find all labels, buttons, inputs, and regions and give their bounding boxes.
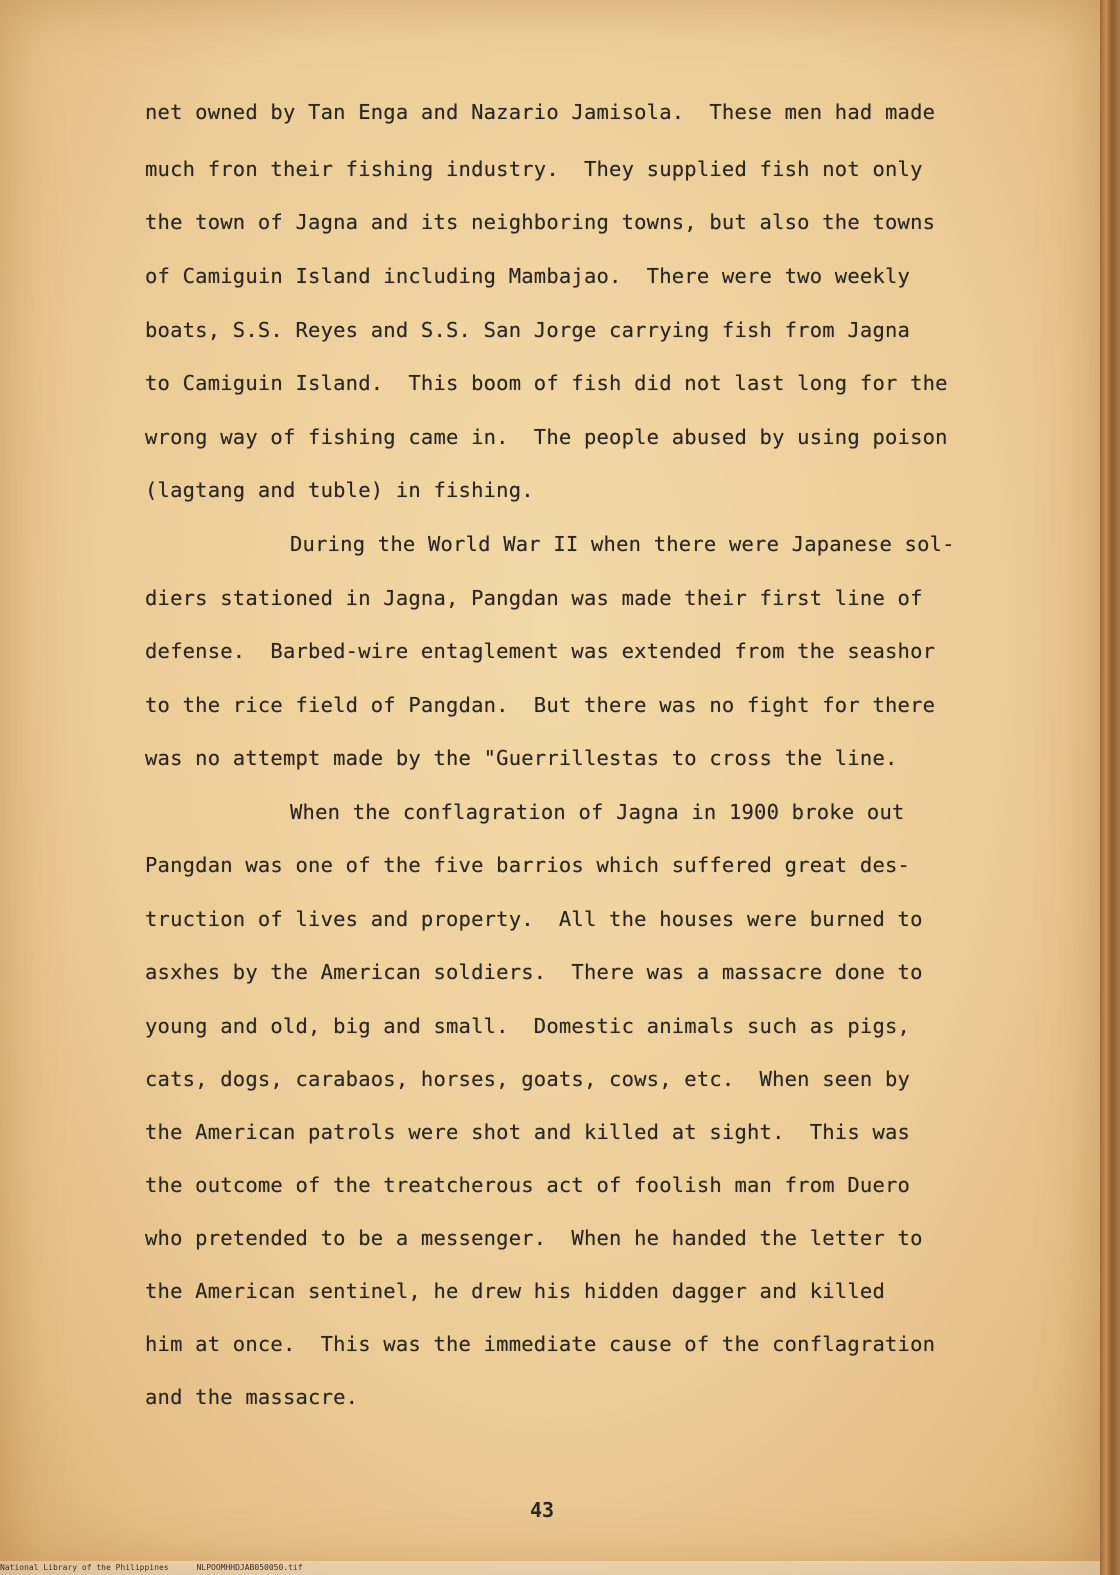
text-line: truction of lives and property. All the houses were burned to	[145, 907, 923, 931]
text-line: (lagtang and tuble) in fishing.	[145, 478, 534, 502]
text-line: Pangdan was one of the five barrios which suffered great des-	[145, 853, 911, 877]
text-line: and the massacre.	[145, 1385, 359, 1409]
text-line: to Camiguin Island. This boom of fish did not last long for the	[145, 371, 948, 395]
page-number: 43	[530, 1498, 555, 1522]
text-line: of Camiguin Island including Mambajao. There were two weekly	[145, 264, 911, 288]
text-line: the American patrols were shot and killed at sight. This was	[145, 1120, 911, 1144]
text-line: the American sentinel, he drew his hidden dagger and killed	[145, 1279, 885, 1303]
text-line: defense. Barbed-wire entaglement was extended from the seashor	[145, 639, 936, 663]
text-line: was no attempt made by the "Guerrillestas to cross the line.	[145, 746, 898, 770]
text-line: young and old, big and small. Domestic animals such as pigs,	[145, 1014, 911, 1038]
text-line: asxhes by the American soldiers. There was a massacre done to	[145, 960, 923, 984]
text-line: him at once. This was the immediate cause of the conflagration	[145, 1332, 936, 1356]
text-line: the outcome of the treatcherous act of foolish man from Duero	[145, 1173, 911, 1197]
text-line: boats, S.S. Reyes and S.S. San Jorge carrying fish from Jagna	[145, 318, 911, 342]
text-line: the town of Jagna and its neighboring towns, but also the towns	[145, 210, 936, 234]
text-line: much fron their fishing industry. They supplied fish not only	[145, 157, 923, 181]
text-line: who pretended to be a messenger. When he handed the letter to	[145, 1226, 923, 1250]
text-line: diers stationed in Jagna, Pangdan was made their first line of	[145, 586, 923, 610]
text-line: cats, dogs, carabaos, horses, goats, cows, etc. When seen by	[145, 1067, 911, 1091]
text-line: to the rice field of Pangdan. But there was no fight for there	[145, 693, 936, 717]
scan-footer	[0, 1561, 1100, 1575]
footer-file-id: NLPOOMHHDJAB050050.tif	[196, 1563, 303, 1572]
paragraph-first-line: During the World War II when there were Japanese sol-	[290, 532, 955, 556]
book-binding-edge	[1100, 0, 1120, 1575]
paragraph-first-line: When the conflagration of Jagna in 1900 broke out	[290, 800, 905, 824]
text-line: net owned by Tan Enga and Nazario Jamisola. These men had made	[145, 100, 936, 124]
footer-library: National Library of the Philippines	[0, 1563, 169, 1572]
text-line: wrong way of fishing came in. The people abused by using poison	[145, 425, 948, 449]
